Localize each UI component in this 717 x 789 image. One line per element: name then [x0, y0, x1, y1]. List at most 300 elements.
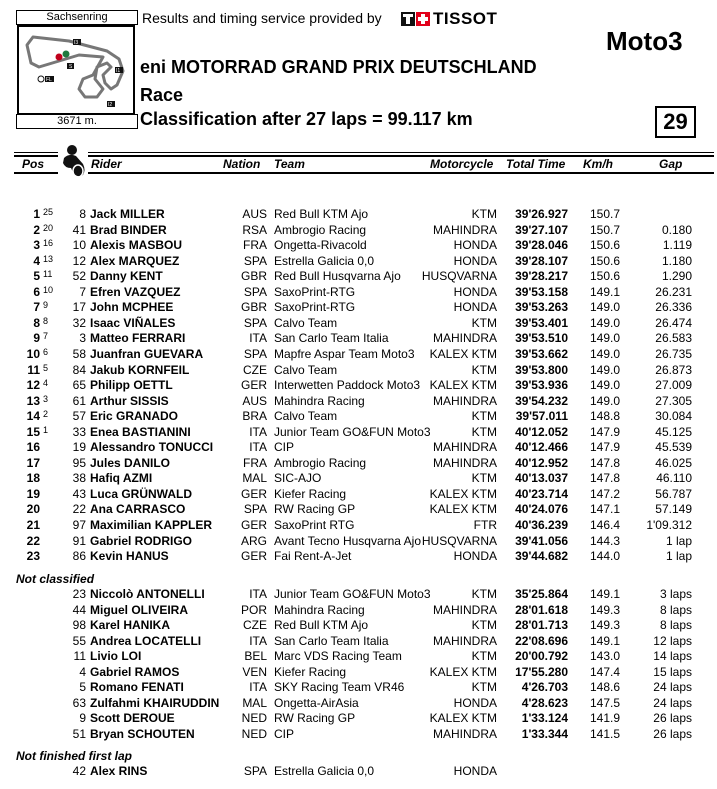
- gap: 46.025: [655, 456, 692, 470]
- motorcycle: MAHINDRA: [432, 440, 497, 454]
- speed-kmh: 149.3: [590, 618, 621, 632]
- points: 11: [43, 269, 53, 279]
- nation: GBR: [240, 300, 267, 314]
- rider-number: 9: [79, 711, 86, 725]
- motorcycle: KTM: [471, 649, 497, 663]
- rider-name: Gabriel RODRIGO: [90, 534, 193, 548]
- result-row: [0, 665, 717, 680]
- motorcycle: KALEX KTM: [429, 502, 497, 516]
- gap: [632, 207, 692, 222]
- rider-number: 11: [73, 649, 86, 663]
- rider-name: Kevin HANUS: [90, 549, 169, 563]
- rider-name: Andrea LOCATELLI: [90, 634, 202, 648]
- nation: FRA: [243, 456, 267, 470]
- total-time: 39'53.401: [515, 316, 568, 330]
- total-time: 39'53.662: [515, 347, 568, 361]
- team: SaxoPrint RTG: [274, 518, 355, 532]
- result-row: [0, 300, 717, 315]
- rider-number: 42: [72, 764, 86, 778]
- gap: 26 laps: [653, 727, 692, 741]
- rider-name: Livio LOI: [90, 649, 142, 663]
- nation: MAL: [242, 471, 267, 485]
- speed-kmh: 141.5: [590, 727, 621, 741]
- rider-name: Eric GRANADO: [90, 409, 179, 423]
- position: 16: [26, 440, 40, 454]
- result-row: [0, 764, 717, 779]
- points: 1: [43, 425, 49, 435]
- total-time: 39'28.046: [515, 238, 568, 252]
- gap: 1 lap: [665, 549, 692, 563]
- gap: 27.009: [655, 378, 692, 392]
- team: SaxoPrint-RTG: [274, 300, 356, 314]
- total-time: 40'23.714: [515, 487, 568, 501]
- total-time: 39'27.107: [515, 223, 568, 237]
- team: Red Bull Husqvarna Ajo: [274, 269, 401, 283]
- motorcycle: KTM: [471, 587, 497, 601]
- result-row: [0, 394, 717, 409]
- nation: GER: [240, 518, 267, 532]
- team: CIP: [274, 727, 295, 741]
- gap: 45.539: [655, 440, 692, 454]
- rider-name: Maximilian KAPPLER: [90, 518, 213, 532]
- team: Estrella Galicia 0,0: [274, 254, 375, 268]
- circuit-name: Sachsenring: [16, 10, 138, 25]
- speed-kmh: 149.1: [590, 634, 621, 648]
- points: 7: [43, 331, 49, 341]
- speed-kmh: 147.8: [590, 471, 621, 485]
- motorcycle: KALEX KTM: [429, 711, 497, 725]
- team: Mahindra Racing: [274, 603, 365, 617]
- total-time: [500, 764, 568, 779]
- track-map-icon: [19, 27, 133, 113]
- col-header-rider: Rider: [91, 157, 122, 171]
- position: 9: [33, 331, 40, 345]
- team: Ongetta-Rivacold: [274, 238, 367, 252]
- rider-name: Danny KENT: [90, 269, 163, 283]
- nation: ITA: [249, 425, 267, 439]
- classification-title: Classification after 27 laps = 99.117 km: [140, 109, 473, 129]
- team: Red Bull KTM Ajo: [274, 618, 369, 632]
- total-time: 22'08.696: [515, 634, 568, 648]
- rider-number: 58: [72, 347, 86, 361]
- nation: ITA: [249, 680, 267, 694]
- rider-name: Alex RINS: [90, 764, 148, 778]
- speed-kmh: 149.0: [590, 394, 621, 408]
- position: 2: [33, 223, 40, 237]
- speed-kmh: 150.6: [590, 254, 621, 268]
- team: Calvo Team: [274, 409, 338, 423]
- team: SIC-AJO: [274, 471, 322, 485]
- result-row: [0, 223, 717, 238]
- gap: 24 laps: [653, 696, 692, 710]
- motorcycle: KALEX KTM: [429, 347, 497, 361]
- gap: 1 lap: [665, 534, 692, 548]
- speed-kmh: [590, 764, 626, 779]
- gap: 26.231: [655, 285, 692, 299]
- rider-name: Ana CARRASCO: [90, 502, 186, 516]
- gap: 26 laps: [653, 711, 692, 725]
- nation: GER: [240, 549, 267, 563]
- motorcycle: KTM: [471, 471, 497, 485]
- total-time: 39'41.056: [515, 534, 568, 548]
- gap: 1'09.312: [646, 518, 692, 532]
- gap: [632, 764, 692, 779]
- total-time: 35'25.864: [515, 587, 568, 601]
- rider-number: 43: [72, 487, 86, 501]
- team: Fai Rent-A-Jet: [274, 549, 352, 563]
- result-row: [0, 269, 717, 284]
- total-time: 28'01.713: [515, 618, 568, 632]
- nation: ITA: [249, 634, 267, 648]
- speed-kmh: 149.0: [590, 347, 621, 361]
- total-time: 28'01.618: [515, 603, 568, 617]
- speed-kmh: 149.1: [590, 285, 621, 299]
- tissot-t-icon: [401, 12, 415, 26]
- nation: NED: [241, 711, 267, 725]
- team: Kiefer Racing: [274, 665, 347, 679]
- points: [43, 440, 57, 455]
- speed-kmh: 150.6: [590, 269, 621, 283]
- points: 6: [43, 347, 49, 357]
- rider-name: Jack MILLER: [90, 207, 165, 221]
- speed-kmh: 147.4: [590, 665, 621, 679]
- nation: GER: [240, 378, 267, 392]
- position: 5: [33, 269, 40, 283]
- team: SKY Racing Team VR46: [274, 680, 405, 694]
- nation: VEN: [242, 665, 267, 679]
- points: 10: [43, 285, 54, 295]
- gap: 14 laps: [653, 649, 692, 663]
- motorcycle: HUSQVARNA: [421, 534, 497, 548]
- rider-name: Alessandro TONUCCI: [90, 440, 214, 454]
- rider-number: 19: [72, 440, 86, 454]
- nation: NED: [241, 727, 267, 741]
- result-row: [0, 425, 717, 440]
- motorcycle: KTM: [471, 207, 497, 221]
- points: 9: [43, 300, 49, 310]
- position: 11: [27, 363, 40, 377]
- result-row: [0, 207, 717, 222]
- header-rule: [14, 152, 714, 153]
- map-label-i2: I2: [108, 102, 113, 108]
- points: 16: [43, 238, 54, 248]
- speed-kmh: 149.3: [590, 603, 621, 617]
- nation: MAL: [242, 696, 267, 710]
- motorcycle: KTM: [471, 363, 497, 377]
- rider-name: Luca GRÜNWALD: [90, 487, 192, 501]
- map-label-i3: I3: [74, 40, 79, 46]
- nation: SPA: [243, 316, 267, 330]
- speed-kmh: 149.0: [590, 363, 621, 377]
- rider-number: 12: [72, 254, 86, 268]
- motorcycle: MAHINDRA: [432, 634, 497, 648]
- result-row: [0, 518, 717, 533]
- result-row: [0, 331, 717, 346]
- nation: ITA: [249, 440, 267, 454]
- motorcycle: HONDA: [453, 764, 497, 778]
- total-time: 17'55.280: [515, 665, 568, 679]
- team: Junior Team GO&FUN Moto3: [274, 587, 431, 601]
- total-time: 4'26.703: [521, 680, 568, 694]
- team: SaxoPrint-RTG: [274, 285, 356, 299]
- gap: 26.336: [655, 300, 692, 314]
- motorcycle: MAHINDRA: [432, 331, 497, 345]
- position: 7: [33, 300, 40, 314]
- gap: 8 laps: [659, 603, 692, 617]
- rider-number: 10: [72, 238, 86, 252]
- motorcycle: MAHINDRA: [432, 456, 497, 470]
- rider-number: 17: [72, 300, 86, 314]
- motorcycle: HUSQVARNA: [421, 269, 497, 283]
- speed-kmh: 147.2: [590, 487, 621, 501]
- speed-kmh: 149.0: [590, 300, 621, 314]
- gap: 27.305: [655, 394, 692, 408]
- result-row: [0, 502, 717, 517]
- position: 22: [26, 534, 40, 548]
- nation: SPA: [243, 347, 267, 361]
- team: Mahindra Racing: [274, 394, 365, 408]
- points: 13: [43, 254, 54, 264]
- position: 4: [33, 254, 40, 268]
- rider-number: 51: [72, 727, 86, 741]
- speed-kmh: 147.9: [590, 440, 621, 454]
- motorcycle: MAHINDRA: [432, 223, 497, 237]
- rider-number: 44: [72, 603, 86, 617]
- speed-kmh: 147.1: [590, 502, 621, 516]
- rider-number: 33: [72, 425, 86, 439]
- rider-number: 8: [79, 207, 86, 221]
- rider-name: Philipp OETTL: [90, 378, 173, 392]
- rider-number: 65: [72, 378, 86, 392]
- nation: SPA: [243, 502, 267, 516]
- motorcycle: KTM: [471, 409, 497, 423]
- team: Kiefer Racing: [274, 487, 347, 501]
- result-row: [0, 603, 717, 618]
- rider-number: 23: [72, 587, 86, 601]
- result-row: [0, 649, 717, 664]
- rider-name: Efren VAZQUEZ: [90, 285, 181, 299]
- result-row: [0, 534, 717, 549]
- team: Ongetta-AirAsia: [274, 696, 359, 710]
- col-header-total-time: Total Time: [506, 157, 566, 171]
- position: 20: [26, 502, 40, 516]
- team: Junior Team GO&FUN Moto3: [274, 425, 431, 439]
- team: Interwetten Paddock Moto3: [274, 378, 421, 392]
- timing-service-text: Results and timing service provided by: [142, 10, 382, 26]
- team: Calvo Team: [274, 316, 338, 330]
- nation: ARG: [240, 534, 267, 548]
- motorcycle: MAHINDRA: [432, 727, 497, 741]
- rider-name: Isaac VIÑALES: [90, 316, 176, 330]
- points: [43, 549, 57, 564]
- gap: 1.290: [661, 269, 692, 283]
- nation: SPA: [243, 764, 267, 778]
- position: 10: [26, 347, 40, 361]
- rider-number: 7: [79, 285, 86, 299]
- rider-number: 41: [72, 223, 86, 237]
- nation: FRA: [243, 238, 267, 252]
- motorcycle: KALEX KTM: [429, 665, 497, 679]
- result-row: [0, 316, 717, 331]
- gap: 1.119: [662, 238, 692, 252]
- speed-kmh: 144.0: [590, 549, 621, 563]
- result-row: [0, 618, 717, 633]
- section-not-classified: Not classified: [16, 572, 95, 586]
- col-header-gap: Gap: [659, 157, 683, 171]
- rider-number: 63: [72, 696, 86, 710]
- position: 12: [26, 378, 40, 392]
- rider-name: John MCPHEE: [90, 300, 174, 314]
- rider-number: 95: [72, 456, 86, 470]
- rider-name: Jakub KORNFEIL: [90, 363, 190, 377]
- total-time: 39'53.510: [515, 331, 568, 345]
- total-time: 39'57.011: [515, 409, 568, 423]
- points: [43, 456, 57, 471]
- col-header-motorcycle: Motorcycle: [430, 157, 494, 171]
- points: 20: [43, 223, 54, 233]
- speed-kmh: 141.9: [590, 711, 621, 725]
- result-row: [0, 680, 717, 695]
- points: [43, 534, 57, 549]
- gap: 26.474: [655, 316, 692, 330]
- rider-name: Romano FENATI: [90, 680, 184, 694]
- result-row: [0, 440, 717, 455]
- total-time: 1'33.344: [521, 727, 568, 741]
- motorcycle: KALEX KTM: [429, 487, 497, 501]
- nation: CZE: [243, 363, 267, 377]
- rider-name: Karel HANIKA: [90, 618, 171, 632]
- team: Red Bull KTM Ajo: [274, 207, 369, 221]
- rider-number: 98: [72, 618, 86, 632]
- team: Avant Tecno Husqvarna Ajo: [274, 534, 421, 548]
- rider-number: 97: [72, 518, 86, 532]
- total-time: 40'12.052: [515, 425, 568, 439]
- gap: 56.787: [655, 487, 692, 501]
- nation: POR: [240, 603, 267, 617]
- motorcycle: HONDA: [453, 238, 497, 252]
- motorcycle: KTM: [471, 425, 497, 439]
- position: 13: [26, 394, 40, 408]
- nation: RSA: [242, 223, 267, 237]
- nation: BEL: [244, 649, 267, 663]
- team: Ambrogio Racing: [274, 223, 367, 237]
- total-time: 40'36.239: [515, 518, 568, 532]
- rider-name: Bryan SCHOUTEN: [90, 727, 195, 741]
- result-row: [0, 727, 717, 742]
- map-label-i1: I1: [116, 68, 121, 74]
- category-title: Moto3: [606, 26, 683, 56]
- total-time: 40'12.466: [515, 440, 568, 454]
- result-row: [0, 238, 717, 253]
- motorcycle: KTM: [471, 680, 497, 694]
- position: 15: [26, 425, 40, 439]
- result-row: [0, 696, 717, 711]
- speed-kmh: 147.8: [590, 456, 621, 470]
- position: 14: [26, 409, 40, 423]
- nation: AUS: [242, 394, 267, 408]
- points: 2: [43, 409, 49, 419]
- map-label-fl: FL: [46, 77, 52, 83]
- nation: ITA: [249, 587, 267, 601]
- gap: 24 laps: [653, 680, 692, 694]
- nation: AUS: [242, 207, 267, 221]
- position: 3: [33, 238, 40, 252]
- gap: 1.180: [661, 254, 692, 268]
- rider-name: Niccolò ANTONELLI: [90, 587, 205, 601]
- team: Marc VDS Racing Team: [274, 649, 402, 663]
- total-time: 4'28.623: [521, 696, 568, 710]
- rider-number: 86: [72, 549, 86, 563]
- speed-kmh: 149.0: [590, 316, 621, 330]
- speed-kmh: 149.0: [590, 378, 621, 392]
- motorcycle: KALEX KTM: [429, 378, 497, 392]
- total-time: 20'00.792: [515, 649, 568, 663]
- motorcycle: HONDA: [453, 254, 497, 268]
- header-rule: [14, 172, 714, 174]
- total-time: 39'53.936: [515, 378, 568, 392]
- team: RW Racing GP: [274, 502, 356, 516]
- speed-kmh: 149.1: [590, 587, 621, 601]
- position: 6: [33, 285, 40, 299]
- speed-kmh: 148.8: [590, 409, 621, 423]
- total-time: 40'13.037: [515, 471, 568, 485]
- motorcycle: HONDA: [453, 285, 497, 299]
- swiss-cross-icon: [416, 12, 430, 26]
- rider-number: 38: [72, 471, 86, 485]
- col-header-kmh: Km/h: [583, 157, 613, 171]
- gap: 26.873: [655, 363, 692, 377]
- team: Calvo Team: [274, 363, 338, 377]
- circuit-length: 3671 m.: [16, 114, 138, 129]
- result-row: [0, 471, 717, 486]
- nation: SPA: [243, 254, 267, 268]
- result-row: [0, 378, 717, 393]
- rider-name: Jules DANILO: [90, 456, 171, 470]
- motorcycle: HONDA: [453, 696, 497, 710]
- total-time: 40'12.952: [515, 456, 568, 470]
- page-number: 29: [655, 106, 696, 138]
- speed-kmh: 150.6: [590, 238, 621, 252]
- rider-number: 84: [72, 363, 86, 377]
- total-time: 39'54.232: [515, 394, 568, 408]
- team: Estrella Galicia 0,0: [274, 764, 375, 778]
- result-row: [0, 285, 717, 300]
- rider-name: Scott DEROUE: [90, 711, 175, 725]
- points: [43, 487, 57, 502]
- motorcycle: MAHINDRA: [432, 603, 497, 617]
- gap: 15 laps: [653, 665, 692, 679]
- team: San Carlo Team Italia: [274, 331, 389, 345]
- points: 25: [43, 207, 54, 217]
- nation: GER: [240, 487, 267, 501]
- position: 21: [26, 518, 40, 532]
- rider-name: Alexis MASBOU: [90, 238, 183, 252]
- points: 3: [43, 394, 49, 404]
- result-row: [0, 456, 717, 471]
- col-header-nation: Nation: [223, 157, 261, 171]
- total-time: 39'53.263: [515, 300, 568, 314]
- speed-kmh: 150.7: [590, 223, 621, 237]
- tissot-wordmark: TISSOT: [433, 9, 498, 28]
- team: RW Racing GP: [274, 711, 356, 725]
- speed-kmh: 146.4: [590, 518, 621, 532]
- rider-name: Alex MARQUEZ: [90, 254, 180, 268]
- rider-number: 61: [72, 394, 86, 408]
- nation: CZE: [243, 618, 267, 632]
- nation: GBR: [240, 269, 267, 283]
- nation: BRA: [242, 409, 267, 423]
- rider-name: Brad BINDER: [90, 223, 167, 237]
